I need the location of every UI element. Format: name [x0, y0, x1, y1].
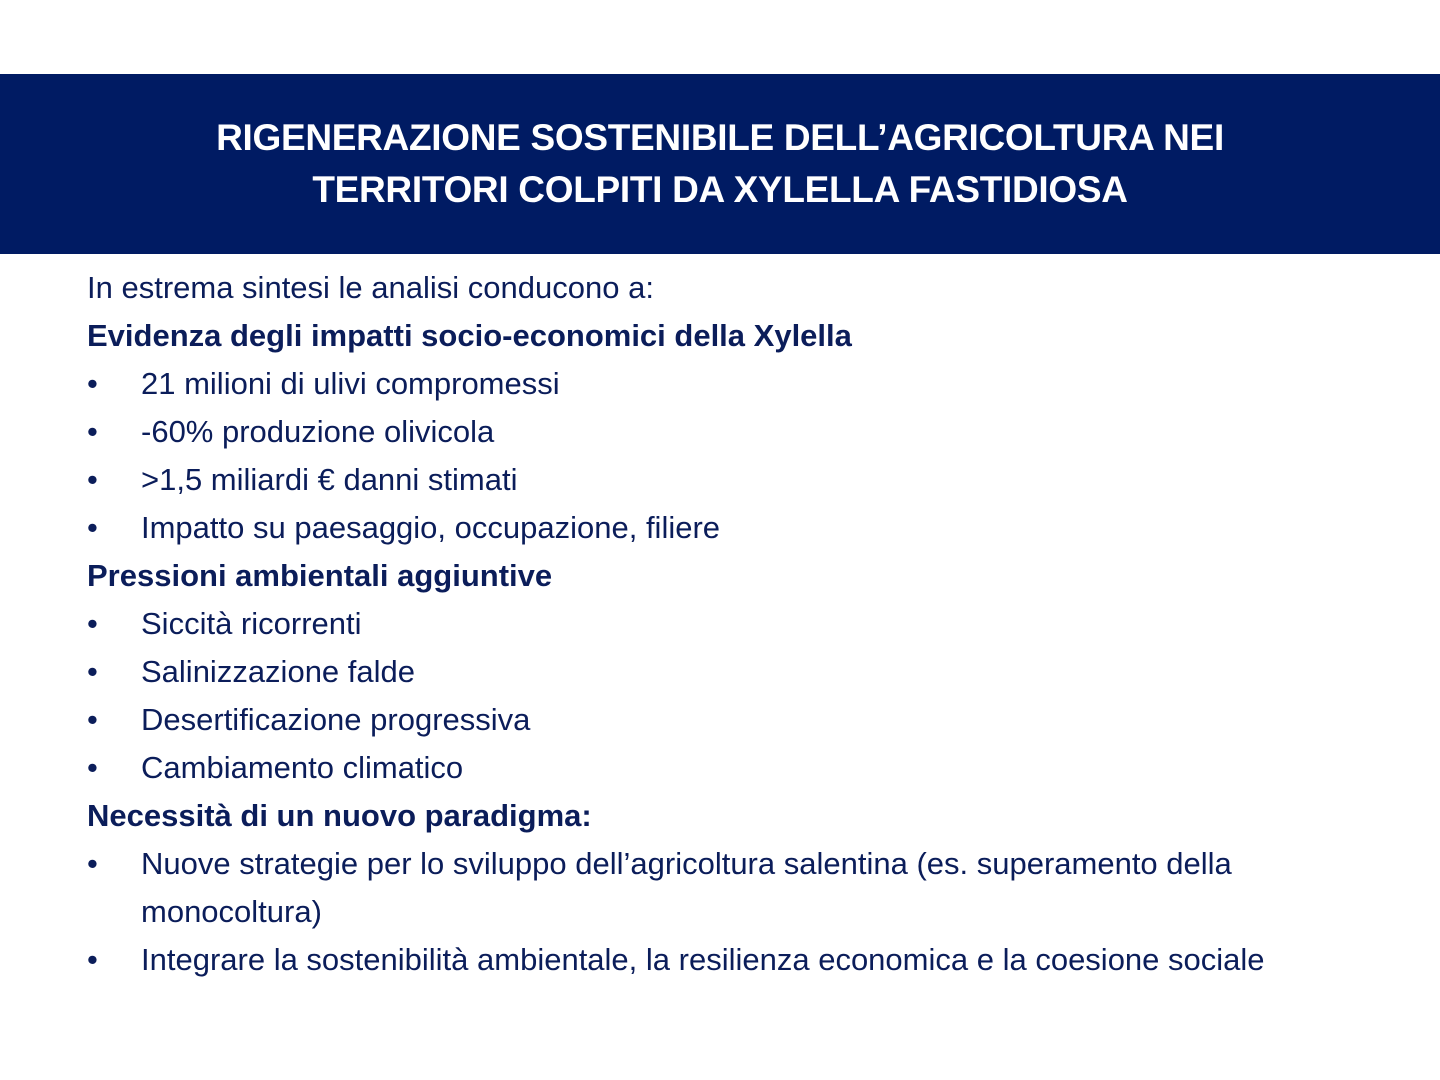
slide-title-line-2: TERRITORI COLPITI DA XYLELLA FASTIDIOSA [312, 169, 1128, 210]
list-item: • Impatto su paesaggio, occupazione, filiere [87, 504, 1387, 552]
bullet-list-impacts [87, 360, 1387, 552]
bullet-list-pressures [87, 600, 1387, 792]
bullet-icon: • [87, 942, 98, 977]
section-heading-pressures: Pressioni ambientali aggiuntive [87, 558, 553, 593]
bullet-icon: • [87, 510, 98, 545]
list-item: • Desertificazione progressiva [87, 696, 1387, 744]
bullet-icon: • [87, 414, 98, 449]
bullet-icon: • [87, 654, 98, 689]
bullet-icon: • [87, 462, 98, 497]
slide-title-line-1: RIGENERAZIONE SOSTENIBILE DELL’AGRICOLTURA NEI [216, 117, 1224, 158]
bullet-list-paradigm [87, 840, 1387, 984]
slide-body [87, 264, 1387, 984]
section-heading-impacts: Evidenza degli impatti socio-economici della Xylella [87, 318, 852, 353]
bullet-icon: • [87, 606, 98, 641]
list-item: • Integrare la sostenibilità ambientale, la resilienza economica e la coesione sociale [87, 936, 1387, 984]
bullet-icon: • [87, 366, 98, 401]
list-item: • >1,5 miliardi € danni stimati [87, 456, 1387, 504]
list-item: • -60% produzione olivicola [87, 408, 1387, 456]
bullet-icon: • [87, 750, 98, 785]
list-item: • Cambiamento climatico [87, 744, 1387, 792]
bullet-icon: • [87, 702, 98, 737]
bullet-icon: • [87, 846, 98, 881]
title-banner [0, 74, 1440, 254]
list-item: • Siccità ricorrenti [87, 600, 1387, 648]
list-item: • 21 milioni di ulivi compromessi [87, 360, 1387, 408]
section-heading-paradigm: Necessità di un nuovo paradigma: [87, 798, 592, 833]
list-item: • Salinizzazione falde [87, 648, 1387, 696]
list-item: • Nuove strategie per lo sviluppo dell’agricoltura salentina (es. superamento della monocoltura) [87, 840, 1387, 936]
intro-text: In estrema sintesi le analisi conducono a: [87, 270, 654, 305]
slide-title [120, 112, 1320, 216]
